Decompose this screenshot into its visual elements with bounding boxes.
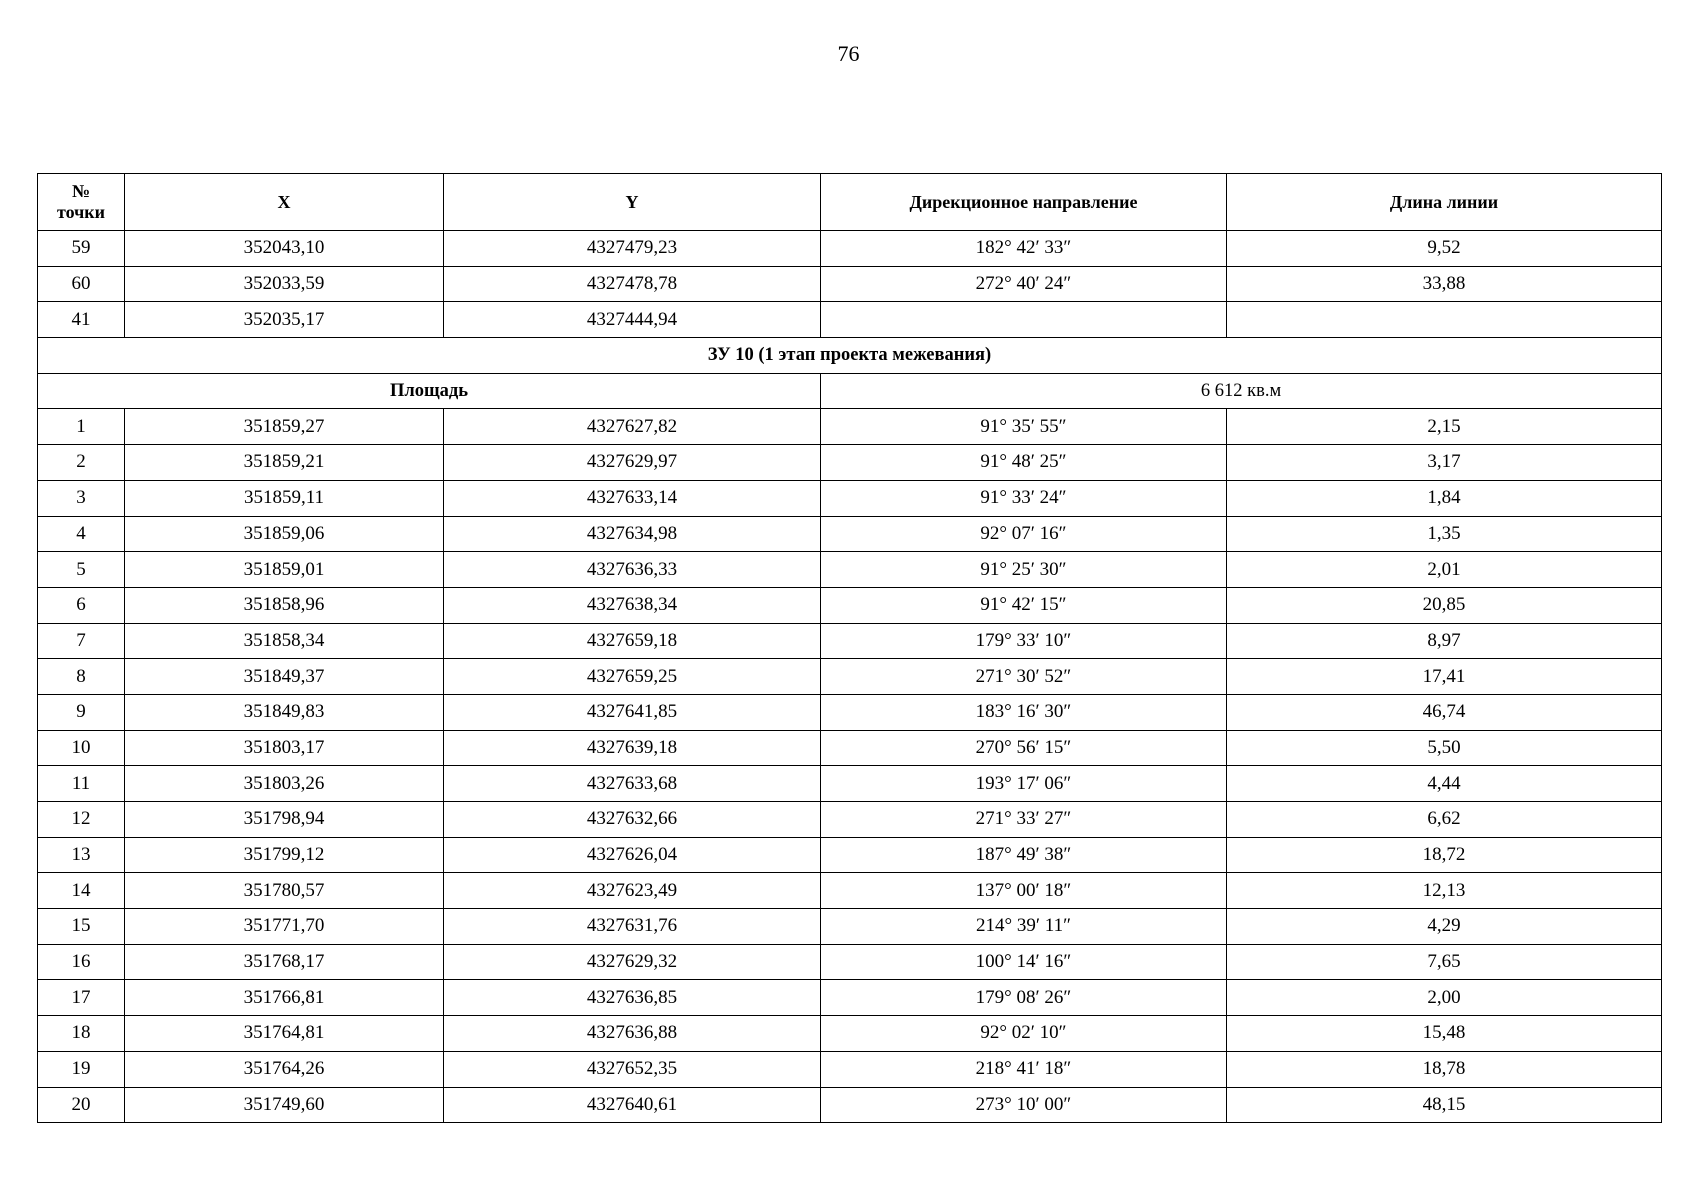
cell-point-number: 17 bbox=[38, 980, 125, 1016]
cell-direction: 179° 08′ 26″ bbox=[821, 980, 1227, 1016]
cell-x: 352035,17 bbox=[125, 302, 444, 338]
cell-point-number: 2 bbox=[38, 445, 125, 481]
cell-direction: 270° 56′ 15″ bbox=[821, 730, 1227, 766]
cell-x: 351859,21 bbox=[125, 445, 444, 481]
cell-point-number: 15 bbox=[38, 909, 125, 945]
cell-y: 4327641,85 bbox=[444, 694, 821, 730]
coordinates-table bbox=[37, 173, 1662, 1123]
cell-direction: 91° 42′ 15″ bbox=[821, 587, 1227, 623]
table-row bbox=[38, 480, 1662, 516]
cell-point-number: 16 bbox=[38, 944, 125, 980]
cell-y: 4327632,66 bbox=[444, 802, 821, 838]
cell-point-number: 9 bbox=[38, 694, 125, 730]
cell-point-number: 20 bbox=[38, 1087, 125, 1123]
cell-y: 4327636,85 bbox=[444, 980, 821, 1016]
cell-length bbox=[1227, 302, 1662, 338]
cell-direction: 91° 33′ 24″ bbox=[821, 480, 1227, 516]
cell-y: 4327636,88 bbox=[444, 1016, 821, 1052]
cell-x: 351768,17 bbox=[125, 944, 444, 980]
cell-x: 351764,81 bbox=[125, 1016, 444, 1052]
cell-length: 17,41 bbox=[1227, 659, 1662, 695]
cell-length: 46,74 bbox=[1227, 694, 1662, 730]
cell-y: 4327652,35 bbox=[444, 1051, 821, 1087]
cell-point-number: 60 bbox=[38, 266, 125, 302]
table-row bbox=[38, 909, 1662, 945]
table-row bbox=[38, 766, 1662, 802]
cell-length: 20,85 bbox=[1227, 587, 1662, 623]
header-point-number bbox=[38, 174, 125, 231]
cell-point-number: 59 bbox=[38, 231, 125, 267]
cell-direction bbox=[821, 302, 1227, 338]
cell-direction: 91° 25′ 30″ bbox=[821, 552, 1227, 588]
cell-direction: 100° 14′ 16″ bbox=[821, 944, 1227, 980]
cell-length: 18,78 bbox=[1227, 1051, 1662, 1087]
cell-point-number: 6 bbox=[38, 587, 125, 623]
header-direction: Дирекционное направление bbox=[821, 174, 1227, 231]
cell-y: 4327631,76 bbox=[444, 909, 821, 945]
cell-y: 4327640,61 bbox=[444, 1087, 821, 1123]
cell-length: 4,44 bbox=[1227, 766, 1662, 802]
cell-length: 3,17 bbox=[1227, 445, 1662, 481]
cell-direction: 182° 42′ 33″ bbox=[821, 231, 1227, 267]
table-row bbox=[38, 1016, 1662, 1052]
cell-direction: 271° 33′ 27″ bbox=[821, 802, 1227, 838]
cell-x: 351771,70 bbox=[125, 909, 444, 945]
cell-x: 351859,06 bbox=[125, 516, 444, 552]
page-number: 76 bbox=[837, 41, 860, 66]
cell-x: 351858,96 bbox=[125, 587, 444, 623]
cell-direction: 91° 48′ 25″ bbox=[821, 445, 1227, 481]
table-row bbox=[38, 837, 1662, 873]
cell-y: 4327479,23 bbox=[444, 231, 821, 267]
cell-direction: 137° 00′ 18″ bbox=[821, 873, 1227, 909]
cell-direction: 179° 33′ 10″ bbox=[821, 623, 1227, 659]
cell-x: 351859,11 bbox=[125, 480, 444, 516]
cell-y: 4327634,98 bbox=[444, 516, 821, 552]
area-row bbox=[38, 373, 1662, 409]
cell-x: 351859,01 bbox=[125, 552, 444, 588]
cell-length: 12,13 bbox=[1227, 873, 1662, 909]
section-title: ЗУ 10 (1 этап проекта межевания) bbox=[38, 338, 1662, 374]
cell-direction: 218° 41′ 18″ bbox=[821, 1051, 1227, 1087]
header-y: Y bbox=[444, 174, 821, 231]
table-row bbox=[38, 231, 1662, 267]
cell-y: 4327636,33 bbox=[444, 552, 821, 588]
cell-y: 4327627,82 bbox=[444, 409, 821, 445]
cell-y: 4327659,18 bbox=[444, 623, 821, 659]
cell-length: 15,48 bbox=[1227, 1016, 1662, 1052]
cell-length: 18,72 bbox=[1227, 837, 1662, 873]
cell-direction: 214° 39′ 11″ bbox=[821, 909, 1227, 945]
cell-x: 351803,17 bbox=[125, 730, 444, 766]
cell-y: 4327629,97 bbox=[444, 445, 821, 481]
table-row bbox=[38, 445, 1662, 481]
cell-point-number: 4 bbox=[38, 516, 125, 552]
cell-y: 4327633,68 bbox=[444, 766, 821, 802]
rows-after-section bbox=[38, 409, 1662, 1123]
cell-direction: 273° 10′ 00″ bbox=[821, 1087, 1227, 1123]
cell-x: 352043,10 bbox=[125, 231, 444, 267]
cell-y: 4327478,78 bbox=[444, 266, 821, 302]
table-row bbox=[38, 944, 1662, 980]
cell-length: 2,00 bbox=[1227, 980, 1662, 1016]
cell-y: 4327639,18 bbox=[444, 730, 821, 766]
table-row bbox=[38, 266, 1662, 302]
cell-length: 6,62 bbox=[1227, 802, 1662, 838]
table-row bbox=[38, 302, 1662, 338]
cell-x: 351858,34 bbox=[125, 623, 444, 659]
cell-x: 351849,37 bbox=[125, 659, 444, 695]
cell-x: 351849,83 bbox=[125, 694, 444, 730]
cell-y: 4327626,04 bbox=[444, 837, 821, 873]
cell-point-number: 5 bbox=[38, 552, 125, 588]
area-value: 6 612 кв.м bbox=[821, 373, 1662, 409]
cell-length: 1,35 bbox=[1227, 516, 1662, 552]
cell-point-number: 13 bbox=[38, 837, 125, 873]
cell-point-number: 18 bbox=[38, 1016, 125, 1052]
header-row bbox=[38, 174, 1662, 231]
cell-length: 2,15 bbox=[1227, 409, 1662, 445]
table-row bbox=[38, 659, 1662, 695]
table-row bbox=[38, 873, 1662, 909]
cell-direction: 187° 49′ 38″ bbox=[821, 837, 1227, 873]
table-row bbox=[38, 1051, 1662, 1087]
table-row bbox=[38, 694, 1662, 730]
cell-x: 351780,57 bbox=[125, 873, 444, 909]
cell-length: 1,84 bbox=[1227, 480, 1662, 516]
cell-y: 4327638,34 bbox=[444, 587, 821, 623]
cell-length: 4,29 bbox=[1227, 909, 1662, 945]
cell-x: 351764,26 bbox=[125, 1051, 444, 1087]
rows-before-section bbox=[38, 231, 1662, 338]
cell-point-number: 8 bbox=[38, 659, 125, 695]
table-row bbox=[38, 623, 1662, 659]
header-x: X bbox=[125, 174, 444, 231]
cell-direction: 183° 16′ 30″ bbox=[821, 694, 1227, 730]
cell-length: 9,52 bbox=[1227, 231, 1662, 267]
cell-direction: 92° 02′ 10″ bbox=[821, 1016, 1227, 1052]
cell-x: 351859,27 bbox=[125, 409, 444, 445]
cell-point-number: 10 bbox=[38, 730, 125, 766]
cell-direction: 91° 35′ 55″ bbox=[821, 409, 1227, 445]
table-row bbox=[38, 1087, 1662, 1123]
cell-point-number: 14 bbox=[38, 873, 125, 909]
cell-x: 352033,59 bbox=[125, 266, 444, 302]
section-block bbox=[38, 338, 1662, 409]
table-row bbox=[38, 516, 1662, 552]
cell-x: 351766,81 bbox=[125, 980, 444, 1016]
cell-length: 33,88 bbox=[1227, 266, 1662, 302]
cell-length: 7,65 bbox=[1227, 944, 1662, 980]
table-row bbox=[38, 730, 1662, 766]
cell-point-number: 7 bbox=[38, 623, 125, 659]
cell-direction: 193° 17′ 06″ bbox=[821, 766, 1227, 802]
table-row bbox=[38, 587, 1662, 623]
cell-length: 48,15 bbox=[1227, 1087, 1662, 1123]
area-label: Площадь bbox=[38, 373, 821, 409]
cell-y: 4327623,49 bbox=[444, 873, 821, 909]
cell-direction: 92° 07′ 16″ bbox=[821, 516, 1227, 552]
table-row bbox=[38, 409, 1662, 445]
cell-y: 4327629,32 bbox=[444, 944, 821, 980]
cell-y: 4327444,94 bbox=[444, 302, 821, 338]
header-length: Длина линии bbox=[1227, 174, 1662, 231]
header-point-number-label: № точки bbox=[56, 181, 106, 222]
cell-length: 5,50 bbox=[1227, 730, 1662, 766]
cell-y: 4327659,25 bbox=[444, 659, 821, 695]
cell-point-number: 41 bbox=[38, 302, 125, 338]
cell-point-number: 19 bbox=[38, 1051, 125, 1087]
cell-x: 351798,94 bbox=[125, 802, 444, 838]
cell-point-number: 11 bbox=[38, 766, 125, 802]
table-row bbox=[38, 552, 1662, 588]
cell-length: 8,97 bbox=[1227, 623, 1662, 659]
cell-length: 2,01 bbox=[1227, 552, 1662, 588]
cell-y: 4327633,14 bbox=[444, 480, 821, 516]
cell-x: 351749,60 bbox=[125, 1087, 444, 1123]
cell-direction: 272° 40′ 24″ bbox=[821, 266, 1227, 302]
section-title-row bbox=[38, 338, 1662, 374]
table-row bbox=[38, 802, 1662, 838]
cell-x: 351799,12 bbox=[125, 837, 444, 873]
cell-direction: 271° 30′ 52″ bbox=[821, 659, 1227, 695]
cell-point-number: 12 bbox=[38, 802, 125, 838]
cell-x: 351803,26 bbox=[125, 766, 444, 802]
cell-point-number: 3 bbox=[38, 480, 125, 516]
cell-point-number: 1 bbox=[38, 409, 125, 445]
table-row bbox=[38, 980, 1662, 1016]
